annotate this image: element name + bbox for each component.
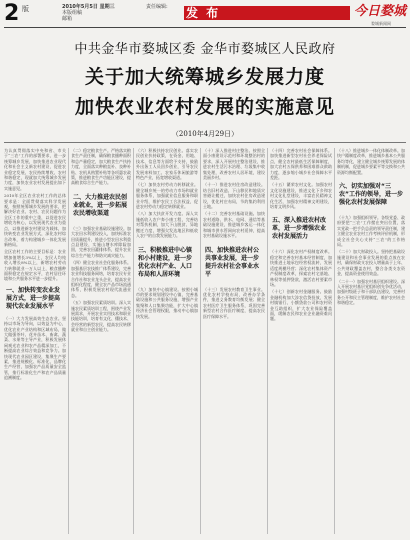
section-heading-4: 四、加快推进农村公共事业发展，进一步提升农村社会事业水平 <box>205 246 260 278</box>
column-divider <box>68 148 69 534</box>
headline-line-2: 加快农业农村发展的实施意见 <box>74 96 335 118</box>
article-column-6 <box>337 148 405 534</box>
editor-credit: 责任编辑: <box>146 4 168 10</box>
body-paragraph: （十四）完善农村社会保障体系。加快推进新型农村社会养老保险试点，健全农村最低生活保障制度，加大农村五保供养和困难群众救助力度，逐步缩小城乡社会保障水平差距。 <box>270 148 332 181</box>
body-paragraph: （三）加强农业基础设施建设。加大农田水利建设投入，加快标准农田质量提升，推进小型农田水利重点县建设，实施山塘水库除险加固，完善农田灌排体系，提升农业综合生产能力和防灾减灾能力。 <box>71 225 131 258</box>
headline-line-1: 关于加大统筹城乡发展力度 <box>84 66 325 88</box>
issue-info-line1: 本版组稿 <box>62 10 83 16</box>
section-name: 发 布 <box>186 6 221 20</box>
section-heading-2: 二、大力推进农民创业就业，进一步拓展农民增收渠道 <box>73 193 128 217</box>
body-paragraph: （二十一）加强农村基层组织建设。深入开展农村基层党组织创先争优活动，加强村级班子和干部队伍建设，完善村务公开和民主管理制度，维护农村社会和谐稳定。 <box>337 278 405 306</box>
body-paragraph: 2010年全区农业农村工作的总体要求是：全面贯彻落实科学发展观，按照统筹城乡发展的要求，把解决好农业、农村、农民问题作为全区工作的重中之重，以促进农民增收为核心，以发展现代农业为重点，以推进新农村建设为载体，加快转变农业发展方式，深化农村综合改革，着力构建城乡一体化发展新格局。 <box>4 193 66 247</box>
issue-info <box>62 4 180 24</box>
issue-info-line2: 邮箱 <box>62 16 73 22</box>
body-paragraph: （十九）加强组织领导。各级党委、政府要把“三农”工作摆在突出位置，落实党政一把手负总责的领导责任制，建立健全农业农村工作考核评价机制，形成全社会关心支持“三农”的工作格局。 <box>337 215 405 248</box>
body-paragraph: （十五）繁荣农村文化。加强农村文化设施建设，推进文化下乡和农村文化礼堂建设，丰富农民精神文化生活，加强农村精神文明建设，培育文明乡风。 <box>270 182 332 210</box>
column-divider <box>334 148 335 534</box>
article-column-1 <box>4 148 66 534</box>
article-column-3 <box>136 148 198 534</box>
newspaper-logo-sub: 婺城新闻网 <box>371 21 391 26</box>
body-paragraph: （五）加强农民素质培训。深入实施农民素质培训工程，围绕产业发展需求，开展农业实用技术和职业技能培训，培育有文化、懂技术、会经营的新型农民，提高农民转移就业和自主创业能力。 <box>71 300 131 333</box>
body-paragraph: （八）加大扶贫开发力度。深入实施低收入农户奔小康工程，完善结对帮扶机制，加大下山脱贫、异地搬迁力度，增强欠发达地区和低收入农户的自我发展能力。 <box>136 211 198 239</box>
body-paragraph: 全区农村工作的主要目标是：农业增加值增长3%以上，农民人均纯收入增长8%以上，新增农村劳动力转移就业一万人以上，粮食播种面积稳定在规定水平，农村居住环境和公共服务水平进一步提升。 <box>4 249 66 282</box>
article-column-2 <box>71 148 131 534</box>
body-paragraph: （十七）创新农村金融服务。鼓励金融机构加大涉农信贷投放，发展村镇银行、小额贷款公司和农村资金互助组织，扩大农业保险覆盖面，缓解农民和农业企业融资难问题。 <box>270 289 332 322</box>
body-paragraph: （四）健全农业社会化服务体系。加强基层农技推广体系建设，完善农业科技服务网络，培育农民专业合作社和农业龙头企业，提高农业组织化程度，健全农产品市场流通体系，积极发展农村现代流通业态。 <box>71 260 131 298</box>
section-heading-3: 三、积极推进中心镇和小村建设，进一步优化农村产业、人口布局和人居环境 <box>138 246 193 278</box>
body-paragraph: （九）加快中心镇建设。按照小城市的要求规划建设中心镇，完善基础设施和公共服务设施，增强产业集聚和人口集聚功能，扩大中心镇经济社会管理权限，推动中心镇加快发展。 <box>136 286 198 319</box>
body-paragraph: （十二）完善农村基础设施。加快农村道路、供水、电网、通信等基础设施建设，推进城乡客运一体化和城市供水管网向农村延伸，提高农村基础设施水平。 <box>203 211 265 239</box>
article-column-4 <box>203 148 265 534</box>
newspaper-logo: 今日婺城 <box>353 4 406 19</box>
section-heading-6: 六、切实加强对“三农”工作的领导，进一步强化农村发展保障 <box>339 183 403 207</box>
body-paragraph: （七）加快农村劳动力转移就业。健全城乡统一的劳动力市场和就业服务体系，加强就业信息服务和职业介绍，维护农民工合法权益，促进农村劳动力稳定转移就业。 <box>136 182 198 210</box>
dateline: （2010年4月29日） <box>171 130 239 138</box>
article-column-5 <box>270 148 332 534</box>
masthead-divider <box>4 27 406 28</box>
headline-divider <box>4 142 406 143</box>
section-heading-1: 一、加快转变农业发展方式，进一步提高现代农业发展水平 <box>6 286 61 310</box>
issuer-line: 中共金华市婺城区委 金华市婺城区人民政府 <box>74 42 336 57</box>
page-number: 2 <box>4 1 20 26</box>
section-heading-5: 五、深入推进农村改革，进一步增强农业农村发展活力 <box>272 217 327 241</box>
body-paragraph: （十）深入推进村庄整治。按照全面小康建设示范村和环境整治村的要求，深入开展村庄整治建设，推进农村生活污水治理、垃圾集中收集处理，改善农村人居环境，建设美丽乡村。 <box>203 148 265 181</box>
body-paragraph: （十三）发展农村教育卫生事业。优化农村学校布局，改善办学条件，推进义务教育均衡发展；健全农村医疗卫生服务体系，巩固完善新型农村合作医疗制度，提高农民医疗保障水平。 <box>203 286 265 319</box>
column-divider <box>133 148 134 534</box>
body-paragraph: （十一）推进农村住房改造建设。结合旧村改造、下山移民和地质灾害避让搬迁，加快农村住房改造建设，优化村庄布局，节约集约利用土地。 <box>203 182 265 210</box>
body-paragraph: （二十）加大财政投入。坚持把基础设施建设和社会事业发展的重点放在农村，确保财政支农投入增量高于上年、公共财政覆盖农村，整合各类支农资金，提高资金使用效益。 <box>337 249 405 277</box>
body-paragraph: （十八）推进城乡一体化体制改革。加快户籍制度改革，推进城乡基本公共服务均等化，建立健全城乡统筹发展的体制机制，促进城乡要素平等交换和公共资源均衡配置。 <box>337 148 405 175</box>
column-divider <box>267 148 268 534</box>
page-number-suffix: 版 <box>22 5 29 13</box>
body-paragraph: （十六）深化农村产权制度改革。稳定和完善农村基本经营制度，加快推进土地承包经营权流转，发展适度规模经营；深化农村集体资产产权制度改革，探索农村宅基地、林权等抵押贷款，激活农村要素市场。 <box>270 249 332 287</box>
column-divider <box>200 148 201 534</box>
body-paragraph: （二）稳定粮食生产。严格落实粮食生产责任制，确保粮食播种面积和总产量稳定，加大粮食生产扶持力度，全面落实种粮直补、良种补贴、农机具购置补贴等各项惠农政策，推进粮食生产功能区建设，提高粮食综合生产能力。 <box>71 148 131 186</box>
body-paragraph: （六）积极扶持农民创业。落实农民创业扶持政策，在资金、用地、技术、信息等方面给予支持，鼓励外出务工人员回乡创业，引导农民发展来料加工、农家乐休闲旅游等特色产业，拓宽增收渠道。 <box>136 148 198 181</box>
body-paragraph: （一）大力发展高效生态农业。坚持以市场为导向，以效益为中心，优化农业产业结构和区域布局，做大做强茶叶、花卉苗木、畜禽、蔬菜、水果等主导产业，积极发展休闲观光农业和农产品精深加工，不断提高农业综合效益和竞争力。加快现代农业园区建设，集聚生产要素，推进规模化、标准化、品牌化生产经营，加强农产品质量安全监管，推行标准化生产和农产品质量追溯制度。 <box>4 315 66 381</box>
issue-date: 2010年5月5日 星期三 <box>62 4 115 10</box>
body-paragraph: 为认真贯彻落实中央和省、市关于“三农”工作的部署要求，进一步统筹城乡发展，加快推进农业现代化和社会主义新农村建设，促进农业稳定发展、农民持续增收、农村和谐稳定，现就加大统筹城乡发展力度，加快农业农村发展提出如下实施意见。 <box>4 148 66 191</box>
masthead <box>0 0 410 30</box>
